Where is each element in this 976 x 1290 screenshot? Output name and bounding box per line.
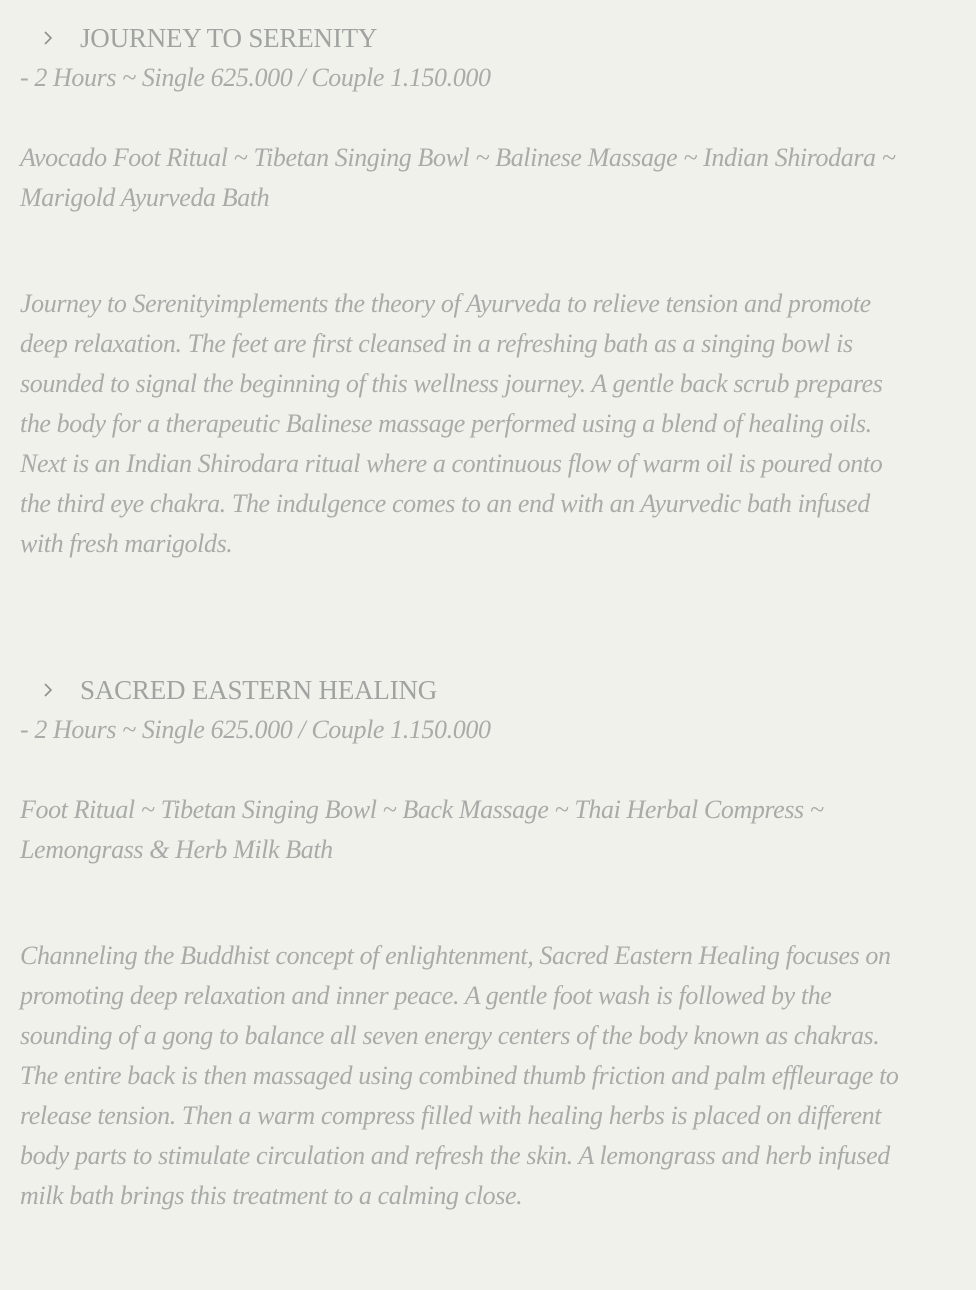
treatment-journey-to-serenity bbox=[20, 18, 920, 564]
treatment-items: Avocado Foot Ritual ~ Tibetan Singing Bowl ~ Balinese Massage ~ Indian Shirodara ~ Marigold Ayurveda Bath bbox=[20, 143, 896, 212]
treatment-items: Foot Ritual ~ Tibetan Singing Bowl ~ Back Massage ~ Thai Herbal Compress ~ Lemongrass & Herb Milk Bath bbox=[20, 795, 824, 864]
treatment-title: SACRED EASTERN HEALING bbox=[80, 675, 438, 705]
treatment-duration-price: - 2 Hours ~ Single 625.000 / Couple 1.150.000 bbox=[20, 63, 491, 92]
treatment-description: Channeling the Buddhist concept of enlightenment, Sacred Eastern Healing focuses on promoting deep relaxation and inner peace. A gentle foot wash is followed by the sounding of a gong to balance all seven energy centers of the body known as chakras. The entire back is then massaged using combined thumb friction and palm effleurage to release tension. Then a warm compress filled with healing herbs is placed on different body parts to stimulate circulation and refresh the skin. A lemongrass and herb infused milk bath brings this treatment to a calming close. bbox=[20, 941, 899, 1210]
treatment-sacred-eastern-healing bbox=[20, 670, 920, 1216]
treatment-heading-toggle[interactable] bbox=[20, 18, 920, 58]
chevron-right-icon bbox=[28, 670, 68, 710]
treatment-heading-toggle[interactable] bbox=[20, 670, 920, 710]
treatment-duration-price: - 2 Hours ~ Single 625.000 / Couple 1.150.000 bbox=[20, 715, 491, 744]
chevron-right-icon bbox=[28, 18, 68, 58]
treatment-description: Journey to Serenityimplements the theory of Ayurveda to relieve tension and promote deep relaxation. The feet are first cleansed in a refreshing bath as a singing bowl is sounded to signal the beginning of this wellness journey. A gentle back scrub prepares the body for a therapeutic Balinese massage performed using a blend of healing oils. Next is an Indian Shirodara ritual where a continuous flow of warm oil is poured onto the third eye chakra. The indulgence comes to an end with an Ayurvedic bath infused with fresh marigolds. bbox=[20, 289, 883, 558]
treatment-title: JOURNEY TO SERENITY bbox=[80, 23, 378, 53]
